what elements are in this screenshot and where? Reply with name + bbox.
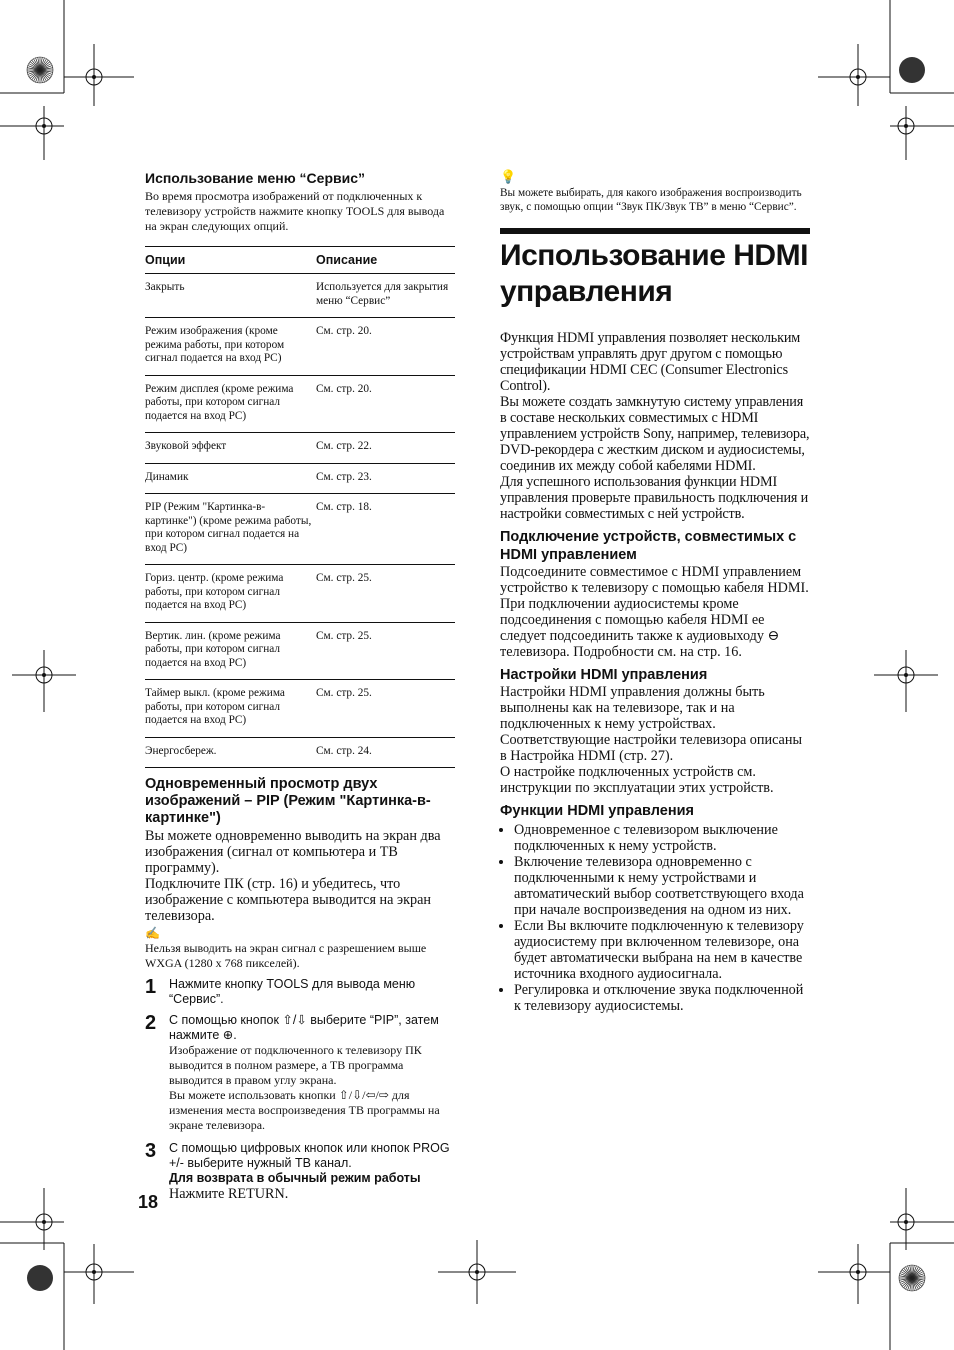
step-3 [145,1141,455,1202]
starburst-ray [906,1267,913,1278]
starburst-ray [34,70,41,81]
tip-text: Вы можете выбирать, для какого изображения воспроизводить звук, с помощью опции “Звук ПК/Звук ТВ” в меню “Сервис”. [500,187,802,213]
starburst-ray [36,70,40,82]
option-cell: Динамик [145,463,316,494]
starburst-ray [912,1278,914,1291]
option-cell: Режим изображения (кроме режима работы, при котором сигнал подается на вход PC) [145,318,316,376]
option-cell: PIP (Режим "Картинка-в-картинке") (кроме режима работы, при котором сигнал подается на вход PC) [145,494,316,565]
step-text: С помощью кнопок ⇧/⇩ выберите “PIP”, затем нажмите ⊕. [169,1013,439,1042]
table-header-description: Описание [316,247,455,274]
starburst-ray [40,70,50,78]
menu-intro: Во время просмотра изображений от подключенных к телевизору устройств нажмите кнопку TOOLS для вывода на экран следующих опций. [145,189,445,233]
table-row [145,494,455,565]
starburst-ray [28,70,40,74]
description-cell: Используется для закрытия меню “Сервис” [316,274,455,318]
step-text: Нажмите кнопку TOOLS для вывода меню “Сервис”. [169,977,416,1006]
table-row [145,565,455,623]
starburst-ray [912,1278,922,1286]
option-cell: Вертик. лин. (кроме режима работы, при котором сигнал подается на вход PC) [145,622,316,680]
starburst-ray [40,70,53,72]
description-cell: См. стр. 24. [316,737,455,768]
starburst-ray [904,1268,912,1278]
table-row [145,737,455,768]
step-number: 1 [145,976,157,998]
title-rule [500,228,810,234]
starburst-ray [912,1267,919,1278]
connection-text: Подсоедините совместимое с HDMI управлением устройство к телевизору с помощью кабеля HDMI. При подключении аудиосистемы кроме подсоединения с помощью кабеля HDMI ее следует подсоединить также к аудиовыходу ⊖ телевизора. Подробности см. на стр. 16. [500,564,809,660]
option-cell: Энергосбереж. [145,737,316,768]
starburst-ray [912,1266,916,1278]
starburst-ray [40,70,44,82]
starburst-ray [32,60,40,70]
starburst-ray [27,68,40,70]
description-cell: См. стр. 25. [316,622,455,680]
starburst-ray [27,70,40,72]
table-row [145,680,455,738]
step-subheading: Для возврата в обычный режим работы [169,1171,421,1185]
settings-text-1: Настройки HDMI управления должны быть выполнены как на телевизоре, так и на подключенных к нему устройствах. Соответствующие настройки телевизора описаны в Настройка HDMI (стр. 27). [500,684,802,764]
starburst-ray [900,1274,912,1278]
menu-section-title: Использование меню “Сервис” [145,170,366,186]
description-cell: См. стр. 25. [316,565,455,623]
step-2 [145,1013,455,1133]
starburst-ray [29,64,40,71]
list-item: • Регулировка и отключение звука подключенной к телевизору аудиосистемы. [514,982,810,1014]
functions-section-title: Функции HDMI управления [500,803,694,819]
connection-section-title: Подключение устройств, совместимых с HDMI управлением [500,529,797,563]
description-cell: См. стр. 23. [316,463,455,494]
description-cell: См. стр. 18. [316,494,455,565]
option-cell: Таймер выкл. (кроме режима работы, при котором сигнал подается на вход PC) [145,680,316,738]
starburst-ray [906,1278,913,1289]
option-cell: Звуковой эффект [145,433,316,464]
starburst-ray [38,70,40,83]
table-header-options: Опции [145,247,316,274]
starburst-ray [32,70,40,80]
starburst-ray [902,1270,912,1278]
table-row [145,433,455,464]
starburst-ray [40,70,47,81]
list-item: • Включение телевизора одновременно с подключенными к нему устройствами и автоматический выбор соответствующего входа при начале воспроизведения на одном из них. [514,854,810,918]
starburst-ray [912,1274,924,1278]
starburst-ray [36,58,40,70]
starburst-ray [902,1278,912,1286]
starburst-ray [40,60,48,70]
starburst-ray [908,1278,912,1290]
starburst-ray [912,1278,920,1288]
table-row [145,463,455,494]
step-detail: Изображение от подключенного к телевизору ПК выводится в полном размере, а ТВ программа выводится в правом углу экрана. Вы можете использовать кнопки ⇧/⇩/⇦/⇨ для изменения места воспроизведения ТВ программы на экране телевизора. [169,1043,440,1132]
starburst-ray [912,1276,925,1278]
options-table-body [145,274,455,768]
starburst-ray [912,1278,916,1290]
starburst-ray [912,1265,914,1278]
list-item: • Если Вы включите подключенную к телевизору аудиосистему при включенном телевизоре, она будет автоматически выбрана на нем в качестве источника входного аудиосигнала. [514,918,810,982]
starburst-ray [901,1278,912,1285]
page-number: 18 [138,1192,159,1212]
intro-paragraph-2: Вы можете создать замкнутую систему управления в составе нескольких совместимых с HDMI управлением устройств Sony, например, телевизора, DVD-рекордера с жестким диском и аудиосистемы, соединив их между собой кабелями HDMI. [500,394,810,474]
starburst-ray [38,57,40,70]
starburst-ray [40,70,51,77]
left-column [145,170,455,1202]
starburst-ray [899,1278,912,1280]
starburst-ray [40,70,52,74]
starburst-ray [40,70,48,80]
starburst-ray [40,66,52,70]
step-1 [145,977,455,1007]
list-item: • Одновременное с телевизором выключение подключенных к нему устройств. [514,822,810,854]
description-cell: См. стр. 20. [316,375,455,433]
starburst-ray [30,62,40,70]
step-number: 3 [145,1140,157,1162]
starburst-ray [899,1276,912,1278]
description-cell: См. стр. 25. [316,680,455,738]
starburst-ray [910,1265,912,1278]
starburst-ray [908,1266,912,1278]
starburst-ray [40,58,44,70]
option-cell: Закрыть [145,274,316,318]
note-icon: ✍ [145,926,160,940]
step-number: 2 [145,1012,157,1034]
table-row [145,318,455,376]
settings-section-title: Настройки HDMI управления [500,667,708,683]
pip-paragraph-1: Вы можете одновременно выводить на экран два изображения (сигнал от компьютера и ТВ программу). [145,828,441,876]
step-text: С помощью цифровых кнопок или кнопок PROG +/- выберите нужный ТВ канал. [169,1141,450,1170]
settings-text-2: О настройке подключенных устройств см. инструкции по эксплуатации этих устройств. [500,764,774,796]
starburst-ray [40,64,51,71]
main-title: Использование HDMI управления [500,239,808,308]
starburst-ray [910,1278,912,1291]
starburst-ray [28,66,40,70]
starburst-ray [29,70,40,77]
description-cell: См. стр. 22. [316,433,455,464]
starburst-ray [912,1270,922,1278]
starburst-ray [40,68,53,70]
starburst-ray [40,62,50,70]
pip-section-title: Одновременный просмотр двух изображений – PIP (Режим "Картинка-в-картинке") [145,776,431,826]
note-text: Нельзя выводить на экран сигнал с разрешением выше WXGA (1280 x 768 пикселей). [145,941,427,970]
intro-paragraph-1: Функция HDMI управления позволяет нескольким устройствам управлять друг другом с помощью спецификации HDMI CEC (Consumer Electronics Control). [500,330,801,394]
starburst-ray [40,57,42,70]
right-column [500,170,810,1014]
option-cell: Режим дисплея (кроме режима работы, при котором сигнал подается на вход PC) [145,375,316,433]
starburst-ray [34,59,41,70]
intro-paragraph-3: Для успешного использования функции HDMI управления проверьте правильность подключения и настройки совместимых с ней устройств. [500,474,809,522]
starburst-ray [912,1278,925,1280]
starburst-ray [900,1278,912,1282]
starburst-ray [901,1272,912,1279]
starburst-ray [30,70,40,78]
table-row [145,622,455,680]
pip-paragraph-2: Подключите ПК (стр. 16) и убедитесь, что изображение с компьютера выводится на экран телевизора. [145,876,431,924]
starburst-ray [912,1272,923,1279]
option-cell: Гориз. центр. (кроме режима работы, при котором сигнал подается на вход PC) [145,565,316,623]
step-detail: Нажмите RETURN. [169,1186,289,1202]
table-row [145,375,455,433]
table-row [145,274,455,318]
options-table [145,246,455,768]
starburst-ray [912,1278,919,1289]
description-cell: См. стр. 20. [316,318,455,376]
tip-icon: 💡 [500,169,517,184]
starburst-ray [912,1278,923,1285]
functions-list [500,822,810,1014]
starburst-ray [912,1278,924,1282]
starburst-ray [904,1278,912,1288]
starburst-ray [40,70,42,83]
starburst-ray [40,59,47,70]
starburst-ray [912,1268,920,1278]
